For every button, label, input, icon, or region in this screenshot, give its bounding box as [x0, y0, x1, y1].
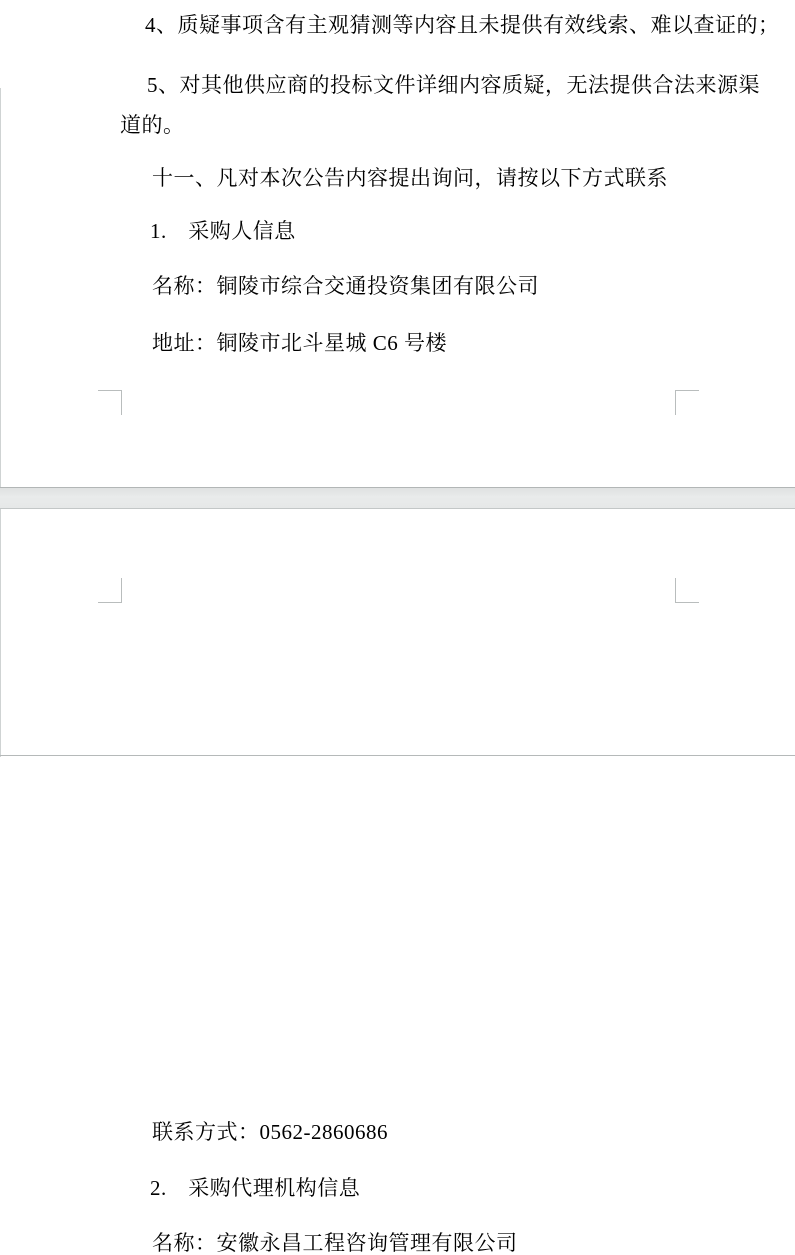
margin-corner-mark-top-left — [98, 578, 122, 603]
doc-line-purchaser-phone: 联系方式：0562-2860686 — [152, 1120, 388, 1144]
doc-line-agency-heading: 2. 采购代理机构信息 — [150, 1176, 361, 1200]
doc-line-purchaser-heading: 1. 采购人信息 — [150, 219, 296, 243]
page-2 — [0, 509, 795, 1255]
doc-line-purchaser-name: 名称：铜陵市综合交通投资集团有限公司 — [152, 274, 539, 298]
margin-corner-mark-top-right — [675, 578, 699, 603]
doc-line-item5-wrap: 道的。 — [120, 113, 185, 137]
page-break-separator — [0, 487, 795, 509]
doc-line-item5: 5、对其他供应商的投标文件详细内容质疑，无法提供合法来源渠 — [147, 73, 760, 97]
bottom-edge-line — [0, 755, 795, 756]
page2-left-edge — [0, 509, 1, 757]
doc-line-agency-name: 名称：安徽永昌工程咨询管理有限公司 — [152, 1231, 518, 1255]
page1-left-edge — [0, 88, 1, 487]
margin-corner-mark-bottom-right — [675, 390, 699, 415]
doc-line-item4: 4、质疑事项含有主观猜测等内容且未提供有效线索、难以查证的； — [145, 13, 780, 37]
doc-line-purchaser-address: 地址：铜陵市北斗星城 C6 号楼 — [152, 331, 448, 355]
margin-corner-mark-bottom-left — [98, 390, 122, 415]
doc-line-section11: 十一、凡对本次公告内容提出询问，请按以下方式联系 — [152, 166, 668, 190]
